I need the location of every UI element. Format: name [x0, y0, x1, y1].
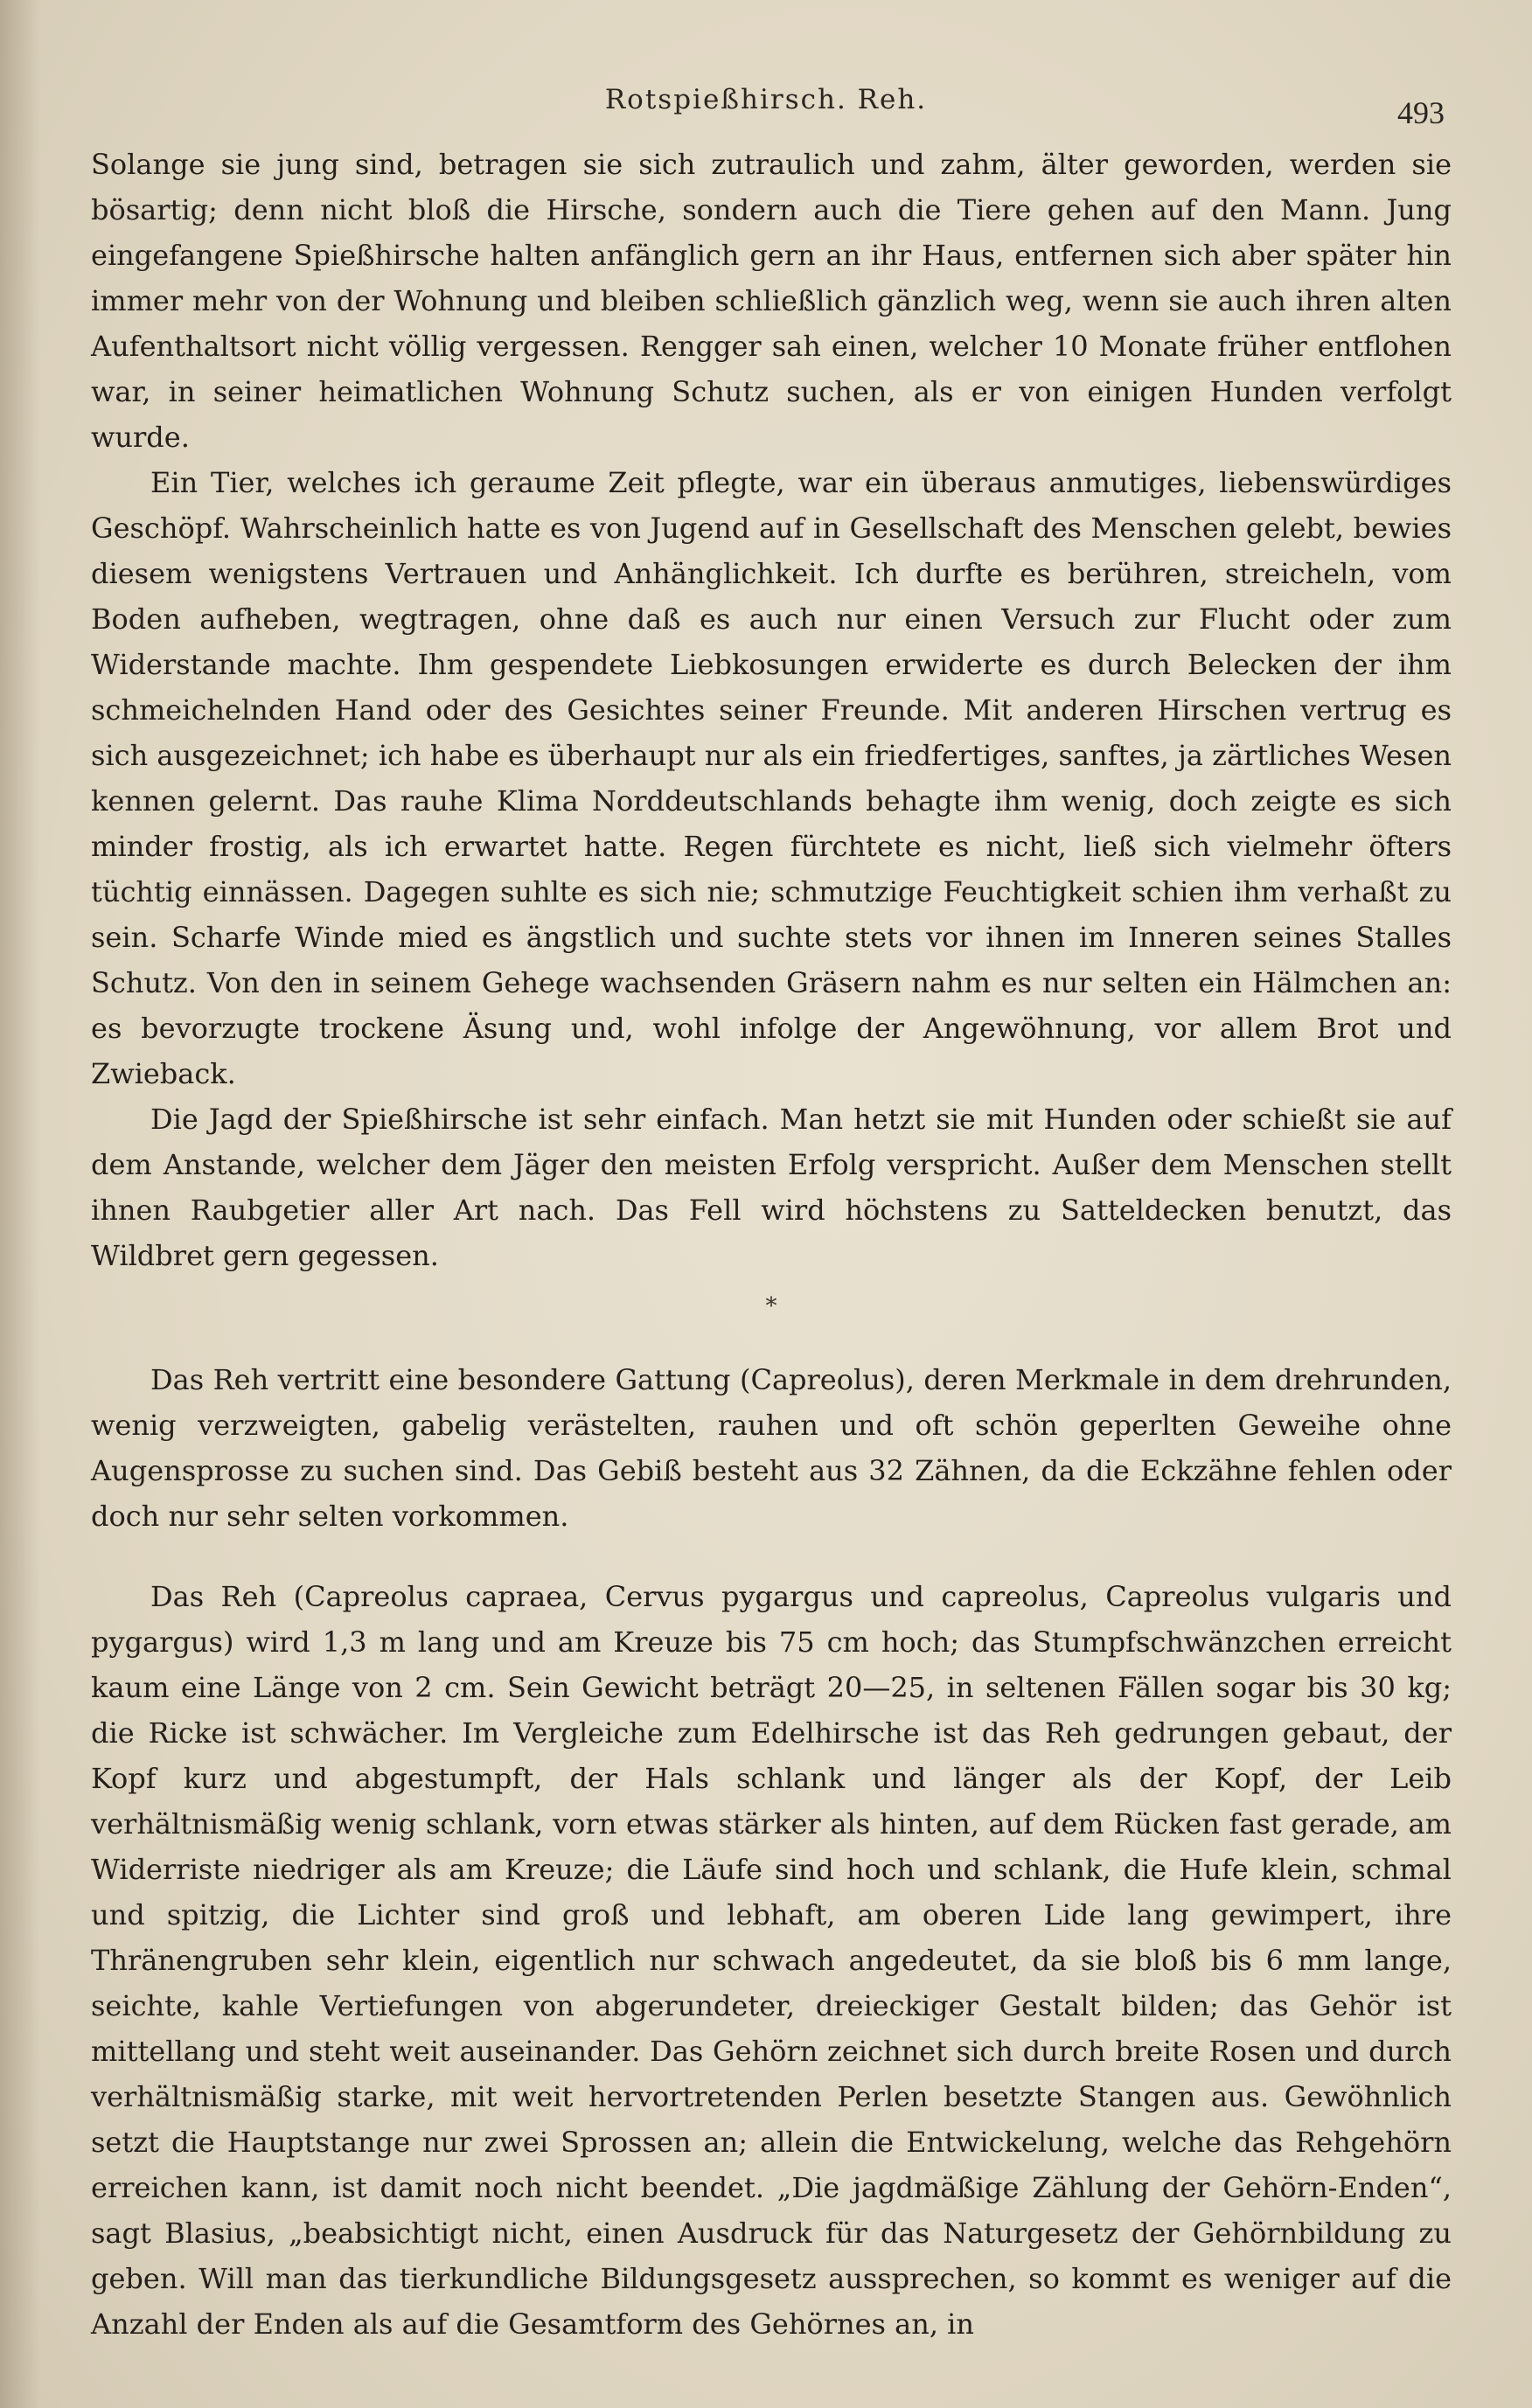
- paragraph-genus-capreolus: Das Reh vertritt eine besondere Gattung (Capreolus), deren Merkmale in dem drehrunden, wenig verzweigten, gabelig verästelten, rauhen und oft schön geperlten Geweihe ohne Augensprosse zu suchen sind. Das Gebiß besteht aus 32 Zähnen, da die Eckzähne fehlen oder doch nur sehr selten vorkommen.: [91, 1363, 1452, 1533]
- running-title: Rotspießhirsch. Reh.: [604, 84, 928, 115]
- paragraph-young-spiesshirsch: Solange sie jung sind, betragen sie sich zutraulich und zahm, älter geworden, werden sie bösartig; denn nicht bloß die Hirsche, sondern auch die Tiere gehen auf den Mann. Jung eingefangene Spießhirsche halten anfänglich gern an ihr Haus, entfernen sich aber später hin immer mehr von der Wohnung und bleiben schließlich gänzlich weg, wenn sie auch ihren alten Aufenthaltsort nicht völlig vergessen. Rengger sah einen, welcher 10 Monate früher entflohen war, in seiner heimatlichen Wohnung Schutz suchen, als er von einigen Hunden verfolgt wurde.: [91, 148, 1452, 454]
- paragraph-hunting: Die Jagd der Spießhirsche ist sehr einfach. Man hetzt sie mit Hunden oder schießt sie auf dem Anstande, welcher dem Jäger den meisten Erfolg verspricht. Außer dem Menschen stellt ihnen Raubgetier aller Art nach. Das Fell wird höchstens zu Satteldecken benutzt, das Wildbret gern gegessen.: [91, 1103, 1452, 1272]
- page-number: 493: [1397, 95, 1445, 130]
- paragraph-tame-animal: Ein Tier, welches ich geraume Zeit pflegte, war ein überaus anmutiges, liebenswürdiges Geschöpf. Wahrscheinlich hatte es von Jugend auf in Gesellschaft des Menschen gelebt, bewies diesem wenigstens Vertrauen und Anhänglichkeit. Ich durfte es berühren, streicheln, vom Boden aufheben, wegtragen, ohne daß es auch nur einen Versuch zur Flucht oder zum Widerstande machte. Ihm gespendete Liebkosungen erwiderte es durch Belecken der ihm schmeichelnden Hand oder des Gesichtes seiner Freunde. Mit anderen Hirschen vertrug es sich ausgezeichnet; ich habe es überhaupt nur als ein friedfertiges, sanftes, ja zärtliches Wesen kennen gelernt. Das rauhe Klima Norddeutschlands behagte ihm wenig, doch zeigte es sich minder frostig, als ich erwartet hatte. Regen fürchtete es nicht, ließ sich vielmehr öfters tüchtig einnässen. Dagegen suhlte es sich nie; schmutzige Feuchtigkeit schien ihm verhaßt zu sein. Scharfe Winde mied es ängstlich und suchte stets vor ihnen im Inneren seines Stalles Schutz. Von den in seinem Gehege wachsenden Gräsern nahm es nur selten ein Hälmchen an: es bevorzugte trockene Äsung und, wohl infolge der Angewöhnung, vor allem Brot und Zwieback.: [91, 466, 1452, 1090]
- paragraph-gap: [91, 1539, 1452, 1574]
- paragraph-roe-deer-description: Das Reh (Capreolus capraea, Cervus pygargus und capreolus, Capreolus vulgaris und pygargus) wird 1,3 m lang und am Kreuze bis 75 cm hoch; das Stumpfschwänzchen erreicht kaum eine Länge von 2 cm. Sein Gewicht beträgt 20—25, in seltenen Fällen sogar bis 30 kg; die Ricke ist schwächer. Im Vergleiche zum Edelhirsche ist das Reh gedrungen gebaut, der Kopf kurz und abgestumpft, der Hals schlank und länger als der Kopf, der Leib verhältnismäßig wenig schlank, vorn etwas stärker als hinten, auf dem Rücken fast gerade, am Widerriste niedriger als am Kreuze; die Läufe sind hoch und schlank, die Hufe klein, schmal und spitzig, die Lichter sind groß und lebhaft, am oberen Lide lang gewimpert, ihre Thränengruben sehr klein, eigentlich nur schwach angedeutet, da sie bloß bis 6 mm lange, seichte, kahle Vertiefungen von abgerundeter, dreieckiger Gestalt bilden; das Gehör ist mittellang und steht weit auseinander. Das Gehörn zeichnet sich durch breite Rosen und durch verhältnismäßig starke, mit weit hervortretenden Perlen besetzte Stangen aus. Gewöhnlich setzt die Hauptstange nur zwei Sprossen an; allein die Entwickelung, welche das Rehgehörn erreichen kann, ist damit noch nicht beendet. „Die jagdmäßige Zählung der Gehörn-Enden“, sagt Blasius, „beabsichtigt nicht, einen Ausdruck für das Naturgesetz der Gehörnbildung zu geben. Will man das tierkundliche Bildungsgesetz aussprechen, so kommt es weniger auf die Anzahl der Enden als auf die Gesamtform des Gehörnes an, in: [91, 1580, 1452, 2341]
- page-edge-shadow: [0, 0, 40, 2408]
- body-text: [91, 142, 1452, 2347]
- section-separator: *: [765, 1293, 777, 1319]
